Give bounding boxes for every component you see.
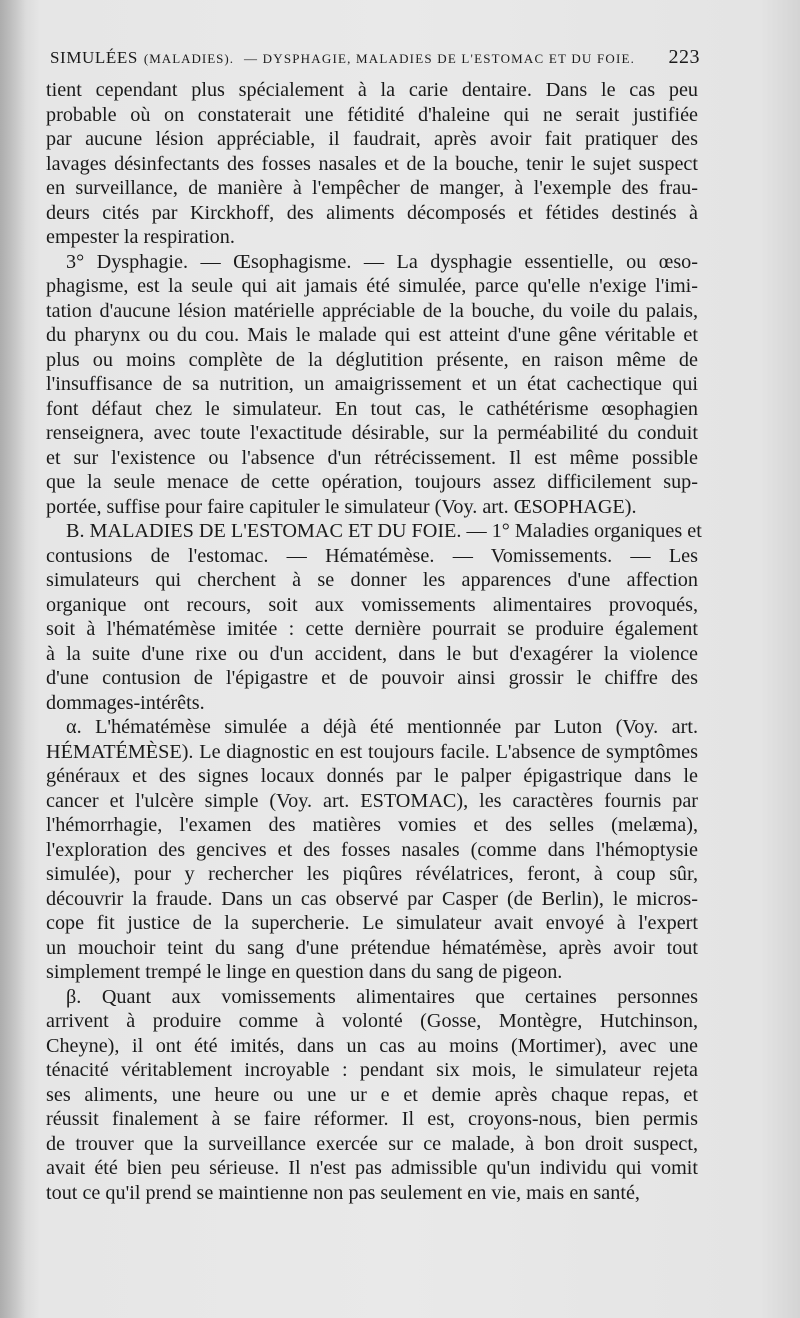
text-line: en surveillance, de manière à l'empêcher de manger, à l'exemple des frau-	[46, 177, 698, 199]
text-line: un mouchoir teint du sang d'une prétendue hématémèse, après avoir tout	[46, 936, 698, 959]
text-line: avait été bien peu sérieuse. Il n'est pas admissible qu'un individu qui vomit	[46, 1157, 698, 1179]
text-line: simulateurs qui cherchent à se donner les apparences d'une affection	[46, 569, 698, 591]
text-line: 3° Dysphagie. — Œsophagisme. — La dysphagie essentielle, ou œso-	[66, 250, 698, 273]
text-line: deurs cités par Kirckhoff, des aliments décomposés et fétides destinés à	[46, 201, 698, 224]
text-line: l'exploration des gencives et des fosses nasales (comme dans l'hémoptysie	[46, 838, 698, 861]
text-line: l'insuffisance de sa nutrition, un amaigrissement et un état cachectique qui	[46, 373, 698, 395]
text-line: phagisme, est la seule qui ait jamais été simulée, parce qu'elle n'exige l'imi-	[46, 275, 698, 297]
text-line: de trouver que la surveillance exercée sur ce malade, à bon droit suspect,	[46, 1132, 698, 1155]
text-line: simulée), pour y rechercher les piqûres révélatrices, feront, à coup sûr,	[46, 863, 698, 885]
text-line: dommages-intérêts.	[46, 691, 205, 714]
text-line: contusions de l'estomac. — Hématémèse. — Vomissements. — Les	[46, 544, 698, 567]
text-line: lavages désinfectants des fosses nasales et de la bouche, tenir le sujet suspect	[46, 152, 698, 175]
text-line: renseignera, avec toute l'exactitude désirable, sur la perméabilité du conduit	[46, 422, 698, 444]
text-line: simplement trempé le linge en question dans du sang de pigeon.	[46, 961, 563, 983]
text-line: généraux et des signes locaux donnés par le palper épigastrique dans le	[46, 765, 698, 787]
text-line: réussit finalement à se faire réformer. Il est, croyons-nous, bien permis	[46, 1108, 698, 1130]
gutter-shadow	[0, 0, 26, 1318]
text-line: Cheyne), il ont été imités, dans un cas au moins (Mortimer), avec une	[46, 1034, 698, 1057]
running-header	[50, 46, 700, 74]
text-line: tation d'aucune lésion matérielle appréciable de la bouche, du voile du palais,	[46, 299, 698, 322]
page-number: 223	[668, 46, 700, 68]
text-line: B. MALADIES DE L'ESTOMAC ET DU FOIE. — 1° Maladies organiques et	[66, 520, 702, 542]
text-line: organique ont recours, soit aux vomissements alimentaires provoqués,	[46, 593, 698, 616]
header-title: SIMULÉES	[50, 48, 138, 67]
text-line: par aucune lésion appréciable, il faudrait, après avoir fait pratiquer des	[46, 128, 698, 150]
text-line: ténacité véritablement incroyable : pendant six mois, le simulateur rejeta	[46, 1059, 698, 1081]
text-line: portée, suffise pour faire capituler le simulateur (Voy. art. ŒSOPHAGE).	[46, 495, 637, 518]
text-line: HÉMATÉMÈSE). Le diagnostic en est toujours facile. L'absence de symptômes	[46, 740, 698, 763]
text-line: ses aliments, une heure ou une ur e et demie après chaque repas, et	[46, 1083, 698, 1106]
text-line: découvrir la fraude. Dans un cas observé par Casper (de Berlin), le micros-	[46, 887, 698, 910]
text-line: soit à l'hématémèse imitée : cette dernière pourrait se produire également	[46, 618, 698, 640]
text-line: cancer et l'ulcère simple (Voy. art. ESTOMAC), les caractères fournis par	[46, 789, 698, 812]
text-line: l'hémorrhagie, l'examen des matières vomies et des selles (melæma),	[46, 814, 698, 836]
text-line: et sur l'existence ou l'absence d'un rétrécissement. Il est même possible	[46, 446, 698, 469]
text-line: β. Quant aux vomissements alimentaires que certaines personnes	[66, 985, 698, 1008]
text-line: que la seule menace de cette opération, toujours assez difficilement sup-	[46, 471, 698, 493]
text-line: du pharynx ou du cou. Mais le malade qui est atteint d'une gêne véritable et	[46, 324, 698, 346]
text-line: cope fit justice de la supercherie. Le simulateur avait envoyé à l'expert	[46, 912, 698, 934]
text-line: empester la respiration.	[46, 226, 235, 248]
text-line: arrivent à produire comme à volonté (Gosse, Montègre, Hutchinson,	[46, 1010, 698, 1032]
text-line: α. L'hématémèse simulée a déjà été mentionnée par Luton (Voy. art.	[66, 716, 698, 738]
body-text	[46, 78, 702, 1205]
text-line: tient cependant plus spécialement à la carie dentaire. Dans le cas peu	[46, 79, 698, 101]
header-subtitle: (MALADIES).	[143, 51, 234, 66]
text-line: probable où on constaterait une fétidité d'haleine qui ne serait justifiée	[46, 103, 698, 126]
text-line: plus ou moins complète de la déglutition présente, en raison même de	[46, 348, 698, 371]
text-line: font défaut chez le simulateur. En tout cas, le cathétérisme œsophagien	[46, 397, 698, 420]
header-section: — DYSPHAGIE, MALADIES DE L'ESTOMAC ET DU FOIE.	[244, 51, 636, 66]
text-line: d'une contusion de l'épigastre et de pouvoir ainsi grossir le chiffre des	[46, 667, 698, 689]
text-line: tout ce qu'il prend se maintienne non pas seulement en vie, mais en santé,	[46, 1181, 640, 1204]
text-line: à la suite d'une rixe ou d'un accident, dans le but d'exagérer la violence	[46, 642, 698, 665]
